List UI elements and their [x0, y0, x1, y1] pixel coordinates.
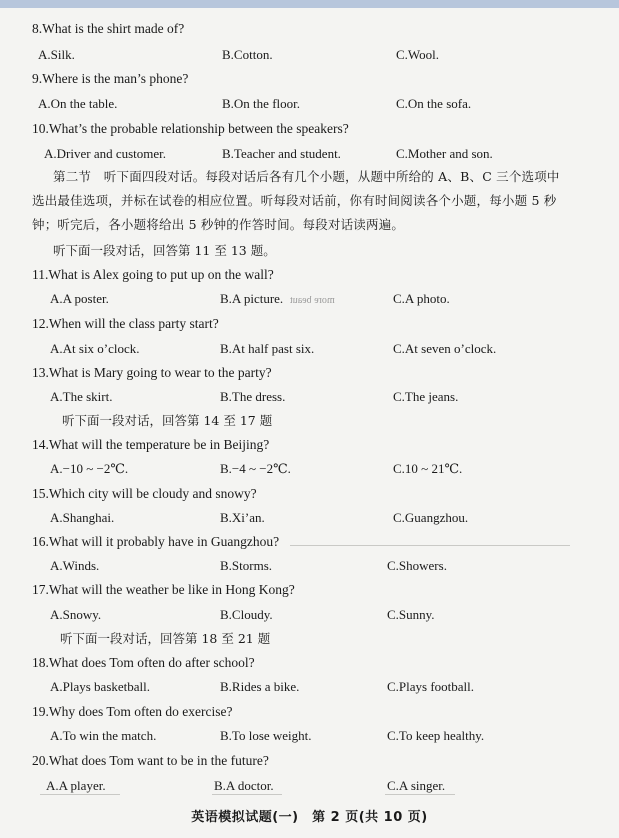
- question-15: [0, 483, 619, 505]
- options-9: [0, 93, 619, 115]
- option-c: C.10 ~ 21℃.: [393, 461, 463, 476]
- question-19: [0, 701, 619, 723]
- question-17: [0, 579, 619, 601]
- question-text: 11.What is Alex going to put up on the wall?: [32, 267, 274, 282]
- option-a: A.At six o’clock.: [50, 341, 140, 356]
- option-c: C.Wool.: [396, 47, 440, 62]
- question-12: [0, 313, 619, 335]
- faint-rule: [212, 794, 282, 795]
- bleed-through-text: more beaut: [290, 295, 335, 306]
- instruction-text: 听下面一段对话，回答第 18 至 21 题: [60, 631, 271, 646]
- option-b: B.The dress.: [220, 389, 286, 404]
- options-18: [0, 676, 619, 698]
- section-2-text: 钟；听完后，各小题将给出 5 秒钟的作答时间。每段对话读两遍。: [32, 217, 405, 232]
- option-b: B.Xi’an.: [220, 510, 265, 525]
- option-a: A.Plays basketball.: [50, 679, 151, 694]
- page-footer: 英语模拟试题(一) 第 2 页(共 10 页): [191, 810, 428, 825]
- option-a: A.Winds.: [50, 558, 100, 573]
- option-c: C.To keep healthy.: [387, 728, 485, 743]
- question-16: [0, 531, 619, 553]
- question-text: 15.Which city will be cloudy and snowy?: [32, 486, 257, 501]
- section-2-line-2: [0, 190, 619, 212]
- question-text: 16.What will it probably have in Guangzhou?: [32, 534, 280, 549]
- options-19: [0, 725, 619, 747]
- question-8: [0, 18, 619, 40]
- question-20: [0, 750, 619, 772]
- option-c: C.At seven o’clock.: [393, 341, 497, 356]
- options-12: [0, 338, 619, 360]
- instruction-text: 听下面一段对话，回答第 14 至 17 题: [62, 413, 273, 428]
- option-a: A.A player.: [46, 778, 106, 793]
- faint-rule: [290, 545, 570, 546]
- option-c: C.Guangzhou.: [393, 510, 469, 525]
- option-b: B.Cloudy.: [220, 607, 273, 622]
- question-text: 20.What does Tom want to be in the future?: [32, 753, 269, 768]
- instruction-18-21: [0, 628, 619, 650]
- top-color-band: [0, 0, 619, 8]
- section-2-text: 选出最佳选项，并标在试卷的相应位置。听每段对话前，你有时间阅读各个小题，每小题 5 秒: [32, 193, 557, 208]
- option-b: B.To lose weight.: [220, 728, 312, 743]
- options-13: [0, 386, 619, 408]
- options-15: [0, 507, 619, 529]
- option-a: A.A poster.: [50, 291, 109, 306]
- option-c: C.A singer.: [387, 778, 446, 793]
- options-10: [0, 143, 619, 165]
- question-text: 9.Where is the man’s phone?: [32, 71, 189, 86]
- option-a: A.On the table.: [38, 96, 118, 111]
- option-a: A.Snowy.: [50, 607, 102, 622]
- option-a: A.Driver and customer.: [44, 146, 167, 161]
- option-a: A.To win the match.: [50, 728, 157, 743]
- faint-rule: [40, 794, 120, 795]
- instruction-14-17: [0, 410, 619, 432]
- option-c: C.Mother and son.: [396, 146, 493, 161]
- option-b: B.A doctor.: [214, 778, 274, 793]
- option-c: C.Sunny.: [387, 607, 435, 622]
- question-text: 8.What is the shirt made of?: [32, 21, 185, 36]
- question-text: 12.When will the class party start?: [32, 316, 219, 331]
- option-c: C.On the sofa.: [396, 96, 472, 111]
- question-10: [0, 118, 619, 140]
- option-b: B.Teacher and student.: [222, 146, 341, 161]
- question-13: [0, 362, 619, 384]
- option-a: A.The skirt.: [50, 389, 113, 404]
- question-text: 17.What will the weather be like in Hong Kong?: [32, 582, 295, 597]
- instruction-text: 听下面一段对话，回答第 11 至 13 题。: [53, 243, 276, 258]
- option-b: B.A picture.: [220, 291, 284, 306]
- option-b: B.On the floor.: [222, 96, 300, 111]
- option-a: A.Silk.: [38, 47, 75, 62]
- question-9: [0, 68, 619, 90]
- section-2-line-3: [0, 214, 619, 236]
- question-text: 13.What is Mary going to wear to the party?: [32, 365, 272, 380]
- options-14: [0, 458, 619, 480]
- question-text: 14.What will the temperature be in Beijing?: [32, 437, 270, 452]
- option-b: B.At half past six.: [220, 341, 315, 356]
- question-text: 10.What’s the probable relationship between the speakers?: [32, 121, 349, 136]
- question-11: [0, 264, 619, 286]
- section-2-text: 第二节 听下面四段对话。每段对话后各有几个小题，从题中所给的 A、B、C 三个选项中: [53, 169, 560, 184]
- option-a: A.−10 ~ −2℃.: [50, 461, 129, 476]
- options-8: [0, 44, 619, 66]
- option-b: B.Rides a bike.: [220, 679, 300, 694]
- options-16: [0, 555, 619, 577]
- option-c: C.Showers.: [387, 558, 447, 573]
- options-11: [0, 288, 619, 310]
- option-a: A.Shanghai.: [50, 510, 115, 525]
- question-text: 19.Why does Tom often do exercise?: [32, 704, 233, 719]
- faint-rule: [385, 794, 455, 795]
- options-17: [0, 604, 619, 626]
- section-2-line-1: [0, 166, 619, 188]
- question-text: 18.What does Tom often do after school?: [32, 655, 255, 670]
- option-b: B.Storms.: [220, 558, 273, 573]
- option-c: C.Plays football.: [387, 679, 475, 694]
- option-c: C.A photo.: [393, 291, 450, 306]
- instruction-11-13: [0, 240, 619, 262]
- question-18: [0, 652, 619, 674]
- option-c: C.The jeans.: [393, 389, 459, 404]
- option-b: B.Cotton.: [222, 47, 273, 62]
- question-14: [0, 434, 619, 456]
- option-b: B.−4 ~ −2℃.: [220, 461, 291, 476]
